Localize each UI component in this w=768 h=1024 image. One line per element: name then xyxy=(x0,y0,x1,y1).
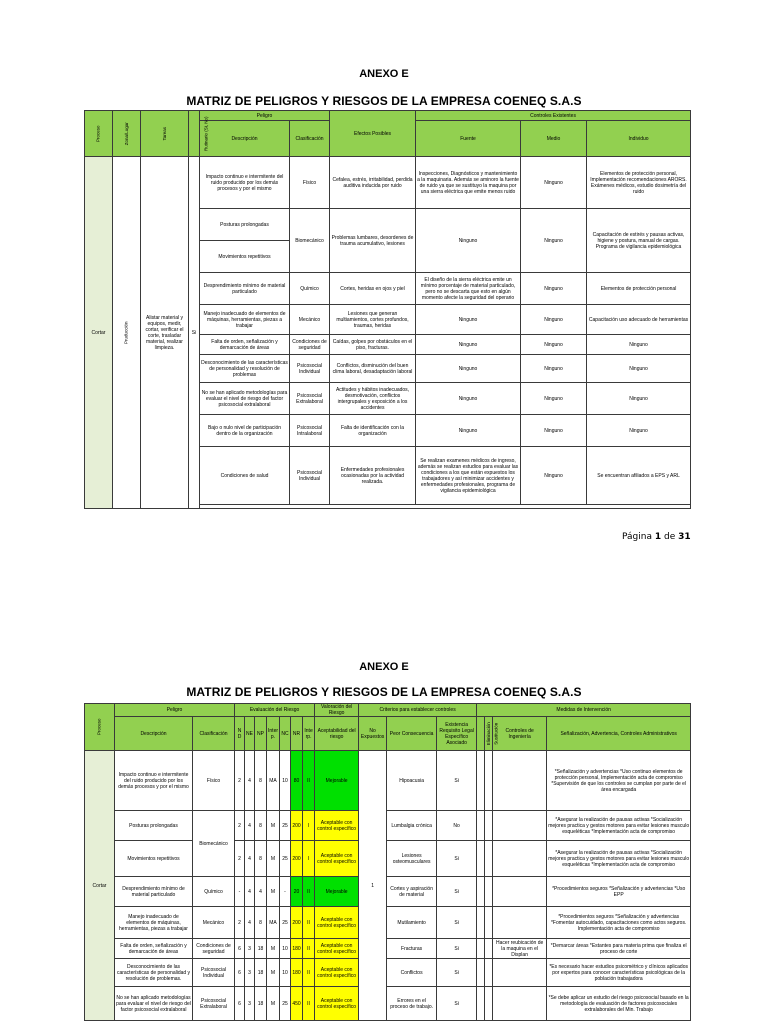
ne-value: 4 xyxy=(245,877,255,907)
elimination-cell xyxy=(477,841,485,877)
elimination-cell xyxy=(477,959,485,987)
header-controles: Controles Existentes xyxy=(416,111,691,121)
nr-value: 200 xyxy=(291,907,303,939)
np-value: 18 xyxy=(255,939,267,959)
elimination-cell xyxy=(477,907,485,939)
engineering-controls xyxy=(493,811,547,841)
legal-requirement: Si xyxy=(437,959,477,987)
possible-effects: Falta de identificación con la organización xyxy=(330,415,416,447)
hazard-description: Falta de orden, señalización y demarcación de áreas xyxy=(200,335,290,355)
control-medium: Ninguno xyxy=(521,383,587,415)
interp2-value: I xyxy=(303,811,315,841)
hazard-description: Desprendimiento mínimo de material particulado xyxy=(200,273,290,305)
control-individual: Ninguno xyxy=(587,355,691,383)
hazard-description: Posturas prolongadas xyxy=(200,209,290,241)
control-medium: Ninguno xyxy=(521,273,587,305)
interp1-value: M xyxy=(267,959,280,987)
administrative-controls: *Señalización y advertencias *Uso continuo elementos de protección personal, Implementación acta de compromiso *Supervisión de que los controles se cumplan por parte de el área encargada xyxy=(547,751,691,811)
table-row xyxy=(85,751,691,811)
header-descripcion: Descripción xyxy=(200,121,290,157)
possible-effects: Problemas lumbares, desordenes de trauma acumulativo, lesiones xyxy=(330,209,416,273)
elimination-cell xyxy=(477,939,485,959)
administrative-controls: *Es necesario hacer estudios psicométrico y clínicos aplicados por expertos para conocer características psicológicas de la población trabajadora xyxy=(547,959,691,987)
worst-consequence: Lesiones osteomusculares xyxy=(387,841,437,877)
nd-value: 6 xyxy=(235,959,245,987)
hazard-classification: Psicosocial Extralaboral xyxy=(193,987,235,1021)
substitution-cell xyxy=(485,811,493,841)
acceptability-value: Mejorable xyxy=(315,751,359,811)
header-ne: NE xyxy=(245,717,255,751)
table-row xyxy=(85,877,691,907)
hazard-classification: Químico xyxy=(290,273,330,305)
header-expuestos: No Expuestos xyxy=(359,717,387,751)
header-proceso: Proceso xyxy=(85,111,113,157)
administrative-controls: *Procedimientos seguros *Señalización y advertencias *Fomentar autocuidado, capacitaciones como actos seguros. Implementación acta de compromiso xyxy=(547,907,691,939)
engineering-controls xyxy=(493,907,547,939)
hazard-classification: Físico xyxy=(290,157,330,209)
header-clasificacion: Clasificación xyxy=(193,717,235,751)
substitution-cell xyxy=(485,841,493,877)
control-source: Ninguno xyxy=(416,209,521,273)
hazard-classification: Físico xyxy=(193,751,235,811)
hazard-description: Movimientos repetitivos xyxy=(115,841,193,877)
interp1-value: MA xyxy=(267,907,280,939)
header-medidas: Medidas de Intervención xyxy=(477,704,691,717)
control-medium: Ninguno xyxy=(521,415,587,447)
acceptability-value: Aceptable con control específico xyxy=(315,811,359,841)
header-evaluacion: Evaluación del Riesgo xyxy=(235,704,315,717)
ne-value: 4 xyxy=(245,907,255,939)
interp1-value: M xyxy=(267,841,280,877)
table-row xyxy=(85,959,691,987)
nc-value: 25 xyxy=(280,907,291,939)
elimination-cell xyxy=(477,987,485,1021)
nd-value: 6 xyxy=(235,939,245,959)
worst-consequence: Cortes y aspiración de material xyxy=(387,877,437,907)
nd-value: 2 xyxy=(235,751,245,811)
header-tareas: Tareas xyxy=(141,111,189,157)
ne-value: 3 xyxy=(245,987,255,1021)
control-individual: Se encuentran afiliados a EPS y ARL xyxy=(587,447,691,505)
nd-value: 6 xyxy=(235,987,245,1021)
nc-value: 25 xyxy=(280,841,291,877)
table-row xyxy=(85,939,691,959)
interp2-value: II xyxy=(303,959,315,987)
header-senalizacion: Señalización, Advertencia, Controles Administrativos xyxy=(547,717,691,751)
nr-value: 80 xyxy=(291,751,303,811)
table-row xyxy=(85,811,691,841)
ne-value: 4 xyxy=(245,841,255,877)
table-bottom-spacer xyxy=(200,505,691,509)
interp2-value: II xyxy=(303,987,315,1021)
np-value: 8 xyxy=(255,841,267,877)
hazard-description: Manejo inadecuado de elementos de máquinas, herramientas, piezas a trabajar xyxy=(115,907,193,939)
possible-effects: Actitudes y hábitos inadecuados, desmotivación, conflictos intergrupales y exposición a los accidentes xyxy=(330,383,416,415)
header-valoracion: Valoración del Riesgo xyxy=(315,704,359,717)
nc-value: 10 xyxy=(280,751,291,811)
engineering-controls xyxy=(493,841,547,877)
header-interp2: Interp. xyxy=(303,717,315,751)
np-value: 8 xyxy=(255,907,267,939)
nr-value: 450 xyxy=(291,987,303,1021)
header-nd: ND xyxy=(235,717,245,751)
hazard-classification: Biomecánico xyxy=(290,209,330,273)
interp1-value: M xyxy=(267,811,280,841)
acceptability-value: Aceptable con control específico xyxy=(315,939,359,959)
possible-effects: Cortes, heridas en ojos y piel xyxy=(330,273,416,305)
np-value: 18 xyxy=(255,959,267,987)
control-individual: Ninguno xyxy=(587,415,691,447)
acceptability-value: Mejorable xyxy=(315,877,359,907)
header-consecuencia: Peor Consecuencia xyxy=(387,717,437,751)
header-peligro: Peligro xyxy=(115,704,235,717)
header-clasificacion: Clasificación xyxy=(290,121,330,157)
tasks-cell: Alistar material y equipos, medir, cortar, verificar el corte, trasladar material, realizar limpieza. xyxy=(141,157,189,509)
hazard-classification: Psicosocial Individual xyxy=(290,355,330,383)
table-row xyxy=(85,841,691,877)
control-individual: Capacitación uso adecuado de herramientas xyxy=(587,305,691,335)
legal-requirement: Si xyxy=(437,841,477,877)
ne-value: 4 xyxy=(245,751,255,811)
hazard-description: Desconocimiento de las características de personalidad y resolución de problemas. xyxy=(115,959,193,987)
header-nr: NR xyxy=(291,717,303,751)
acceptability-value: Aceptable con control específico xyxy=(315,987,359,1021)
hazard-classification: Psicosocial Extralaboral xyxy=(290,383,330,415)
control-medium: Ninguno xyxy=(521,447,587,505)
engineering-controls: Hacer reubicación de la maquina en el Displan xyxy=(493,939,547,959)
hazard-classification: Psicosocial Intralaboral xyxy=(290,415,330,447)
nd-value: 2 xyxy=(235,841,245,877)
legal-requirement: Si xyxy=(437,987,477,1021)
header-proceso: Proceso xyxy=(85,704,115,751)
possible-effects: Caídas, golpes por obstáculos en el piso, fracturas. xyxy=(330,335,416,355)
legal-requirement: Si xyxy=(437,939,477,959)
possible-effects: Enfermedades profesionales ocasionadas por la actividad realizada. xyxy=(330,447,416,505)
nc-value: 25 xyxy=(280,987,291,1021)
acceptability-value: Aceptable con control específico xyxy=(315,907,359,939)
elimination-cell xyxy=(477,751,485,811)
worst-consequence: Conflictos xyxy=(387,959,437,987)
possible-effects: Lesiones que generan multiamientos, cortes profundos, traumas, heridas xyxy=(330,305,416,335)
substitution-cell xyxy=(485,939,493,959)
np-value: 4 xyxy=(255,877,267,907)
nd-value: - xyxy=(235,877,245,907)
administrative-controls: *Asegurar la realización de pausas activas *Socialización mejores practica y gestos motores para evitar lesiones musculo esqueléticas *Implementación acta de compromiso xyxy=(547,811,691,841)
control-source: Ninguno xyxy=(416,335,521,355)
hazard-description: Bajo o nulo nivel de participación dentro de la organización xyxy=(200,415,290,447)
nc-value: 10 xyxy=(280,959,291,987)
interp2-value: II xyxy=(303,877,315,907)
hazard-matrix-table-2 xyxy=(84,703,691,1021)
ne-value: 3 xyxy=(245,959,255,987)
worst-consequence: Hipoacusia xyxy=(387,751,437,811)
interp1-value: MA xyxy=(267,751,280,811)
table-row xyxy=(85,907,691,939)
control-medium: Ninguno xyxy=(521,157,587,209)
header-rutinario: Rutinario (Si, No) xyxy=(189,111,200,157)
engineering-controls xyxy=(493,751,547,811)
engineering-controls xyxy=(493,877,547,907)
hazard-description: No se han aplicado metodologías para evaluar el nivel de riesgo del factor psicosocial extralaboral xyxy=(115,987,193,1021)
np-value: 18 xyxy=(255,987,267,1021)
worst-consequence: Errores en el proceso de trabajo. xyxy=(387,987,437,1021)
header-individuo: Individuo xyxy=(587,121,691,157)
interp2-value: II xyxy=(303,907,315,939)
control-individual: Elementos de protección personal, Implementación recomendaciones ARORS. Exámenes médicos, estudio dosimetría del ruido xyxy=(587,157,691,209)
engineering-controls xyxy=(493,959,547,987)
elimination-cell xyxy=(477,811,485,841)
hazard-classification: Psicosocial Individual xyxy=(290,447,330,505)
ne-value: 3 xyxy=(245,939,255,959)
header-requisito: Existencia Requisito Legal Específico Asociado xyxy=(437,717,477,751)
hazard-description: Impacto continuo e intermitente del ruido producido por los demás procesos y por el mismo xyxy=(200,157,290,209)
hazard-classification: Mecánico xyxy=(193,907,235,939)
worst-consequence: Fracturas xyxy=(387,939,437,959)
hazard-description: No se han aplicado metodologías para evaluar el nivel de riesgo del factor psicosocial extralaboral xyxy=(200,383,290,415)
hazard-classification: Condiciones de seguridad xyxy=(290,335,330,355)
hazard-description: Posturas prolongadas xyxy=(115,811,193,841)
table-row xyxy=(85,157,691,209)
control-medium: Ninguno xyxy=(521,335,587,355)
control-individual: Elementos de protección personal xyxy=(587,273,691,305)
control-source: Ninguno xyxy=(416,355,521,383)
hazard-description: Desprendimiento mínimo de material particulado xyxy=(115,877,193,907)
header-ingenieria: Controles de Ingeniería xyxy=(493,717,547,751)
nr-value: 200 xyxy=(291,811,303,841)
table-row xyxy=(85,987,691,1021)
hazard-classification: Psicosocial Individual xyxy=(193,959,235,987)
process-cell: Cortar xyxy=(85,751,115,1021)
header-interp1: Interp. xyxy=(267,717,280,751)
substitution-cell xyxy=(485,751,493,811)
administrative-controls: *Se debe aplicar un estudio del riesgo psicosocial basado en la metodología de evaluación de factores psicosociales extralaborales del Min. Trabajo xyxy=(547,987,691,1021)
interp1-value: M xyxy=(267,939,280,959)
substitution-cell xyxy=(485,907,493,939)
hazard-matrix-table-1 xyxy=(84,110,691,509)
ne-value: 4 xyxy=(245,811,255,841)
interp2-value: II xyxy=(303,939,315,959)
header-fuente: Fuente xyxy=(416,121,521,157)
control-individual: Capacitación de estirés y pausas activas, higiene y postura, manual de cargas. Programa de vigilancia epidemiológica xyxy=(587,209,691,273)
control-source: Ninguno xyxy=(416,305,521,335)
header-eliminacion: Eliminación xyxy=(477,717,485,751)
control-medium: Ninguno xyxy=(521,209,587,273)
legal-requirement: No xyxy=(437,811,477,841)
routine-cell: Si xyxy=(189,157,200,509)
nc-value: - xyxy=(280,877,291,907)
acceptability-value: Aceptable con control específico xyxy=(315,959,359,987)
header-zona: Zona/Lugar xyxy=(113,111,141,157)
nd-value: 2 xyxy=(235,811,245,841)
control-individual: Ninguno xyxy=(587,335,691,355)
hazard-description: Manejo inadecuado de elementos de máquinas, herramientas, piezas a trabajar xyxy=(200,305,290,335)
page-number: Página 1 de 31 xyxy=(622,532,691,542)
nc-value: 10 xyxy=(280,939,291,959)
matrix-title-2: MATRIZ DE PELIGROS Y RIESGOS DE LA EMPRESA COENEQ S.A.S xyxy=(186,685,582,699)
header-nc: NC xyxy=(280,717,291,751)
administrative-controls: *Demarcar áreas *Estantes para materia prima que finaliza el proceso de corte xyxy=(547,939,691,959)
possible-effects: Cefalea, estrés, irritabilidad, perdida auditiva inducida por ruido xyxy=(330,157,416,209)
substitution-cell xyxy=(485,877,493,907)
hazard-classification: Biomecánico xyxy=(193,811,235,877)
process-cell: Cortar xyxy=(85,157,113,509)
hazard-description: Impacto continuo e intermitente del ruido producido por los demás procesos y por el mismo xyxy=(115,751,193,811)
worst-consequence: Lumbalgia crónica xyxy=(387,811,437,841)
legal-requirement: Si xyxy=(437,877,477,907)
control-medium: Ninguno xyxy=(521,305,587,335)
legal-requirement: Si xyxy=(437,907,477,939)
hazard-classification: Químico xyxy=(193,877,235,907)
annex-title-2: ANEXO E xyxy=(359,661,409,673)
hazard-description: Movimientos repetitivos xyxy=(200,241,290,273)
interp1-value: M xyxy=(267,877,280,907)
interp2-value: I xyxy=(303,841,315,877)
matrix-title-1: MATRIZ DE PELIGROS Y RIESGOS DE LA EMPRESA COENEQ S.A.S xyxy=(186,94,582,108)
nr-value: 180 xyxy=(291,959,303,987)
nr-value: 20 xyxy=(291,877,303,907)
np-value: 8 xyxy=(255,751,267,811)
interp1-value: M xyxy=(267,987,280,1021)
nr-value: 200 xyxy=(291,841,303,877)
administrative-controls: *Asegurar la realización de pausas activas *Socialización mejores practica y gestos motores para evitar lesiones musculo esqueléticas *Implementación acta de compromiso xyxy=(547,841,691,877)
hazard-description: Condiciones de salud xyxy=(200,447,290,505)
acceptability-value: Aceptable con control específico xyxy=(315,841,359,877)
elimination-cell xyxy=(477,877,485,907)
control-source: El diseño de la sierra eléctrica emite un mínimo porcentaje de material particulado, pero no se descarta que esto en algún momento afecte la seguridad del operario xyxy=(416,273,521,305)
control-source: Inspecciones, Diagnósticos y mantenimiento a la maquinaria. Además se aminoro la fuente de ruido ya que se sustituyo la maquina por una sierra eléctrica que emite menos ruido xyxy=(416,157,521,209)
zone-cell: Pruducción xyxy=(113,157,141,509)
header-criterios: Criterios para establecer controles xyxy=(359,704,477,717)
control-source: Ninguno xyxy=(416,383,521,415)
administrative-controls: *Procedimientos seguros *Señalización y advertencias *Uso EPP xyxy=(547,877,691,907)
nc-value: 25 xyxy=(280,811,291,841)
control-medium: Ninguno xyxy=(521,355,587,383)
interp2-value: II xyxy=(303,751,315,811)
substitution-cell xyxy=(485,987,493,1021)
engineering-controls xyxy=(493,987,547,1021)
nd-value: 2 xyxy=(235,907,245,939)
np-value: 8 xyxy=(255,811,267,841)
hazard-classification: Mecánico xyxy=(290,305,330,335)
exposed-count: 1 xyxy=(359,751,387,1021)
header-efectos: Efectos Posibles xyxy=(330,111,416,157)
header-sustitucion: Sustitución xyxy=(485,717,493,751)
hazard-classification: Condiciones de seguridad xyxy=(193,939,235,959)
header-peligro: Peligro xyxy=(200,111,330,121)
possible-effects: Conflictos, disminución del buen clima laboral, desadaptación laboral xyxy=(330,355,416,383)
header-descripcion: Descripción xyxy=(115,717,193,751)
hazard-description: Falta de orden, señalización y demarcación de áreas xyxy=(115,939,193,959)
control-source: Se realizan examenes médicos de ingreso, además se realizan estudios para evaluar las condiciones a los que están expuestos los trabajadores y así minimizar accidentes y enfermedades profesionales, programa de vigilancia epidemiológica xyxy=(416,447,521,505)
legal-requirement: Si xyxy=(437,751,477,811)
header-medio: Medio xyxy=(521,121,587,157)
control-source: Ninguno xyxy=(416,415,521,447)
worst-consequence: Mutilamiento xyxy=(387,907,437,939)
header-np: NP xyxy=(255,717,267,751)
control-individual: Ninguno xyxy=(587,383,691,415)
nr-value: 180 xyxy=(291,939,303,959)
header-aceptabilidad: Aceptabilidad del riesgo xyxy=(315,717,359,751)
substitution-cell xyxy=(485,959,493,987)
annex-title-1: ANEXO E xyxy=(359,68,409,80)
hazard-description: Desconocimiento de las características de personalidad y resolución de problemas xyxy=(200,355,290,383)
